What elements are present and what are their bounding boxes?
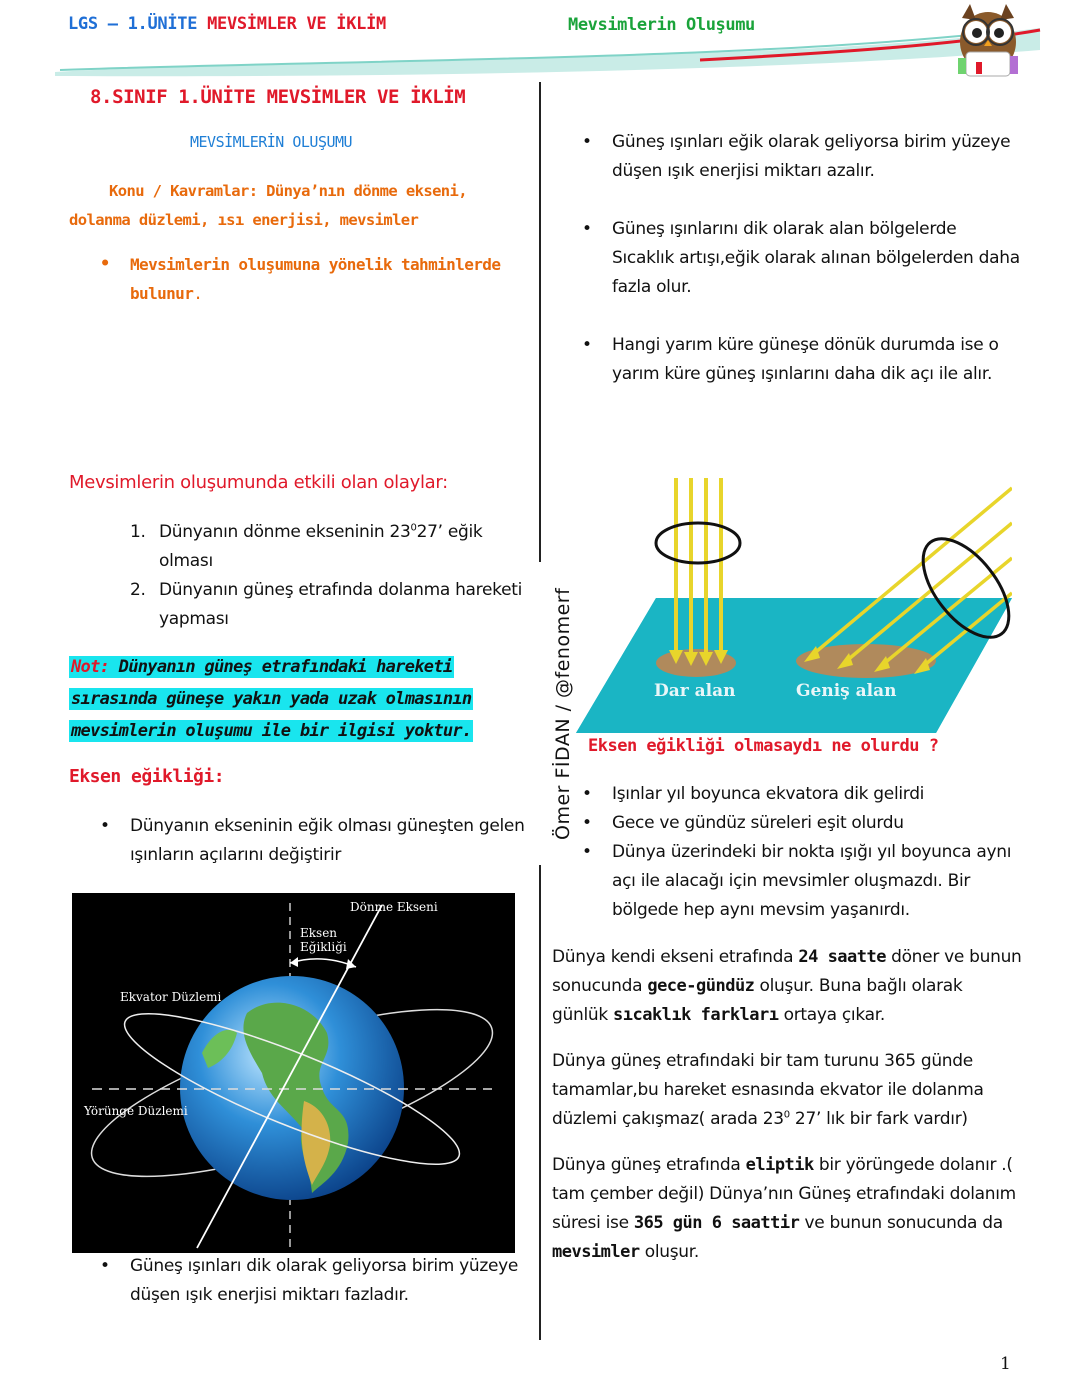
header-topic: MEVSİMLER VE İKLİM	[197, 14, 386, 34]
note-line-3: mevsimlerin oluşumu ile bir ilgisi yoktur.	[71, 721, 472, 741]
list-number: 1.	[130, 522, 146, 542]
narrow-area-label: Dar alan	[654, 681, 736, 701]
list-item	[130, 576, 530, 634]
note-line-2: sırasında güneşe yakın yada uzak olmasının	[71, 689, 472, 709]
para1-text-1: Dünya kendi ekseni etrafında	[552, 947, 799, 967]
header-page-topic: Mevsimlerin Oluşumu	[568, 15, 755, 35]
para3-bold-3: mevsimler	[552, 1242, 640, 1262]
objective-text: Mevsimlerin oluşumuna yönelik tahminlerde bulunur	[130, 255, 501, 303]
orbit-plane-label: Yörünge Düzlemi	[84, 1104, 188, 1118]
no-tilt-answers	[582, 780, 1022, 925]
tilt-label-2: Eğikliği	[300, 940, 347, 954]
degree-sup: 0	[783, 1109, 790, 1121]
list-item: • Işınlar yıl boyunca ekvatora dik gelirdi	[582, 780, 1022, 809]
para3-text-2: bir yörüngede dolanır .( tam çember değil) Dünya’nın Güneş etrafındaki dolanım süresi ise	[552, 1155, 1016, 1233]
para1-text-2: döner ve bunun sonucunda	[552, 947, 1022, 996]
concepts-line-1: Konu / Kavramlar: Dünya’nın dönme ekseni,	[109, 182, 468, 200]
objective-dot: .	[193, 284, 203, 303]
events-title: Mevsimlerin oluşumunda etkili olan olaylar:	[69, 472, 448, 493]
tilt-label-1: Eksen	[300, 926, 338, 940]
list-item: • Hangi yarım küre güneşe dönük durumda ise o yarım küre güneş ışınlarını daha dik açı ile alır.	[582, 331, 1022, 389]
revolution-paragraph	[552, 1047, 1022, 1134]
list-item: • Güneş ışınları dik olarak geliyorsa birim yüzeye düşen ışık enerjisi miktarı fazladır.	[100, 1252, 540, 1310]
header-prefix: LGS – 1.	[68, 14, 148, 34]
orbit-paragraph	[552, 1151, 1022, 1267]
list-item	[130, 518, 530, 576]
para1-text-3: oluşur. Buna bağlı olarak günlük	[552, 976, 963, 1025]
page-title: 8.SINIF 1.ÜNİTE MEVSİMLER VE İKLİM	[90, 86, 466, 108]
para1-bold-1: 24 saatte	[798, 947, 886, 967]
no-tilt-question-title: Eksen eğikliği olmasaydı ne olurdu ?	[588, 736, 939, 756]
header-unit-title	[68, 14, 386, 34]
para2-text-1: Dünya güneş etrafındaki bir tam turunu 365 günde tamamlar,bu hareket esnasında ekvator ile dolanma düzlemi çakışmaz( arada 23	[552, 1051, 984, 1129]
concepts-block	[69, 177, 529, 235]
events-list	[130, 518, 530, 634]
para1-bold-3: sıcaklık farkları	[613, 1005, 779, 1025]
para1-text-4: ortaya çıkar.	[778, 1005, 885, 1025]
equator-plane-label: Ekvator Düzlemi	[120, 990, 222, 1004]
author-label: Ömer FİDAN / @fenomerf	[552, 587, 574, 840]
rotation-paragraph	[552, 943, 1022, 1030]
list-item: • Gece ve gündüz süreleri eşit olurdu	[582, 809, 1022, 838]
right-top-bullets	[582, 128, 1022, 389]
page-subtitle: MEVSİMLERİN OLUŞUMU	[190, 133, 353, 151]
list-number: 2.	[130, 580, 146, 600]
para2-text-2: 27’ lık bir fark vardır)	[789, 1109, 968, 1129]
para3-text-3: ve bunun sonucunda da	[799, 1213, 1003, 1233]
event-1-text: Dünyanın dönme ekseninin 23	[159, 522, 411, 542]
axis-tilt-bullets	[100, 812, 530, 870]
list-item: • Dünya üzerindeki bir nokta ışığı yıl boyunca aynı açı ile alacağı için mevsimler oluşmazdı. Bir bölgede hep aynı mevsim yaşanırdı.	[582, 838, 1022, 925]
note-label: Not:	[71, 657, 110, 677]
owl-mascot-icon	[952, 0, 1024, 80]
list-item: • Güneş ışınları eğik olarak geliyorsa birim yüzeye düşen ışık enerjisi miktarı azalır.	[582, 128, 1022, 186]
axis-tilt-title: Eksen eğikliği:	[69, 766, 225, 787]
event-1-text-end: 27’ eğik olması	[159, 522, 483, 571]
list-item: • Güneş ışınlarını dik olarak alan bölgelerde Sıcaklık artışı,eğik olarak alınan bölgelerden daha fazla olur.	[582, 215, 1022, 302]
para3-text-4: oluşur.	[639, 1242, 699, 1262]
axis-label: Dönme Ekseni	[350, 900, 438, 914]
para3-bold-2: 365 gün 6 saattir	[633, 1213, 800, 1233]
objective-bullet	[100, 250, 520, 308]
header-swoosh	[0, 0, 1080, 85]
concepts-line-2: dolanma düzlemi, ısı enerjisi, mevsimler	[69, 211, 419, 229]
para3-bold-1: eliptik	[745, 1155, 814, 1175]
header-unit-word: ÜNİTE	[147, 14, 198, 34]
column-divider-top	[539, 82, 541, 562]
ray-angle-diagram	[576, 478, 1012, 735]
wide-area-label: Geniş alan	[796, 681, 897, 701]
degree-sup: 0	[410, 522, 417, 534]
direct-rays-bullet	[100, 1252, 540, 1310]
event-2-text: Dünyanın güneş etrafında dolanma hareketi yapması	[159, 580, 523, 629]
list-item: • Dünyanın ekseninin eğik olması güneşten gelen ışınların açılarını değiştirir	[100, 812, 530, 870]
para3-text-1: Dünya güneş etrafında	[552, 1155, 746, 1175]
note-block	[69, 651, 509, 747]
note-line-1: Dünyanın güneş etrafındaki hareketi	[109, 657, 453, 677]
earth-tilt-diagram	[72, 893, 515, 1253]
page-number: 1	[1000, 1354, 1011, 1374]
para1-bold-2: gece-gündüz	[647, 976, 755, 996]
